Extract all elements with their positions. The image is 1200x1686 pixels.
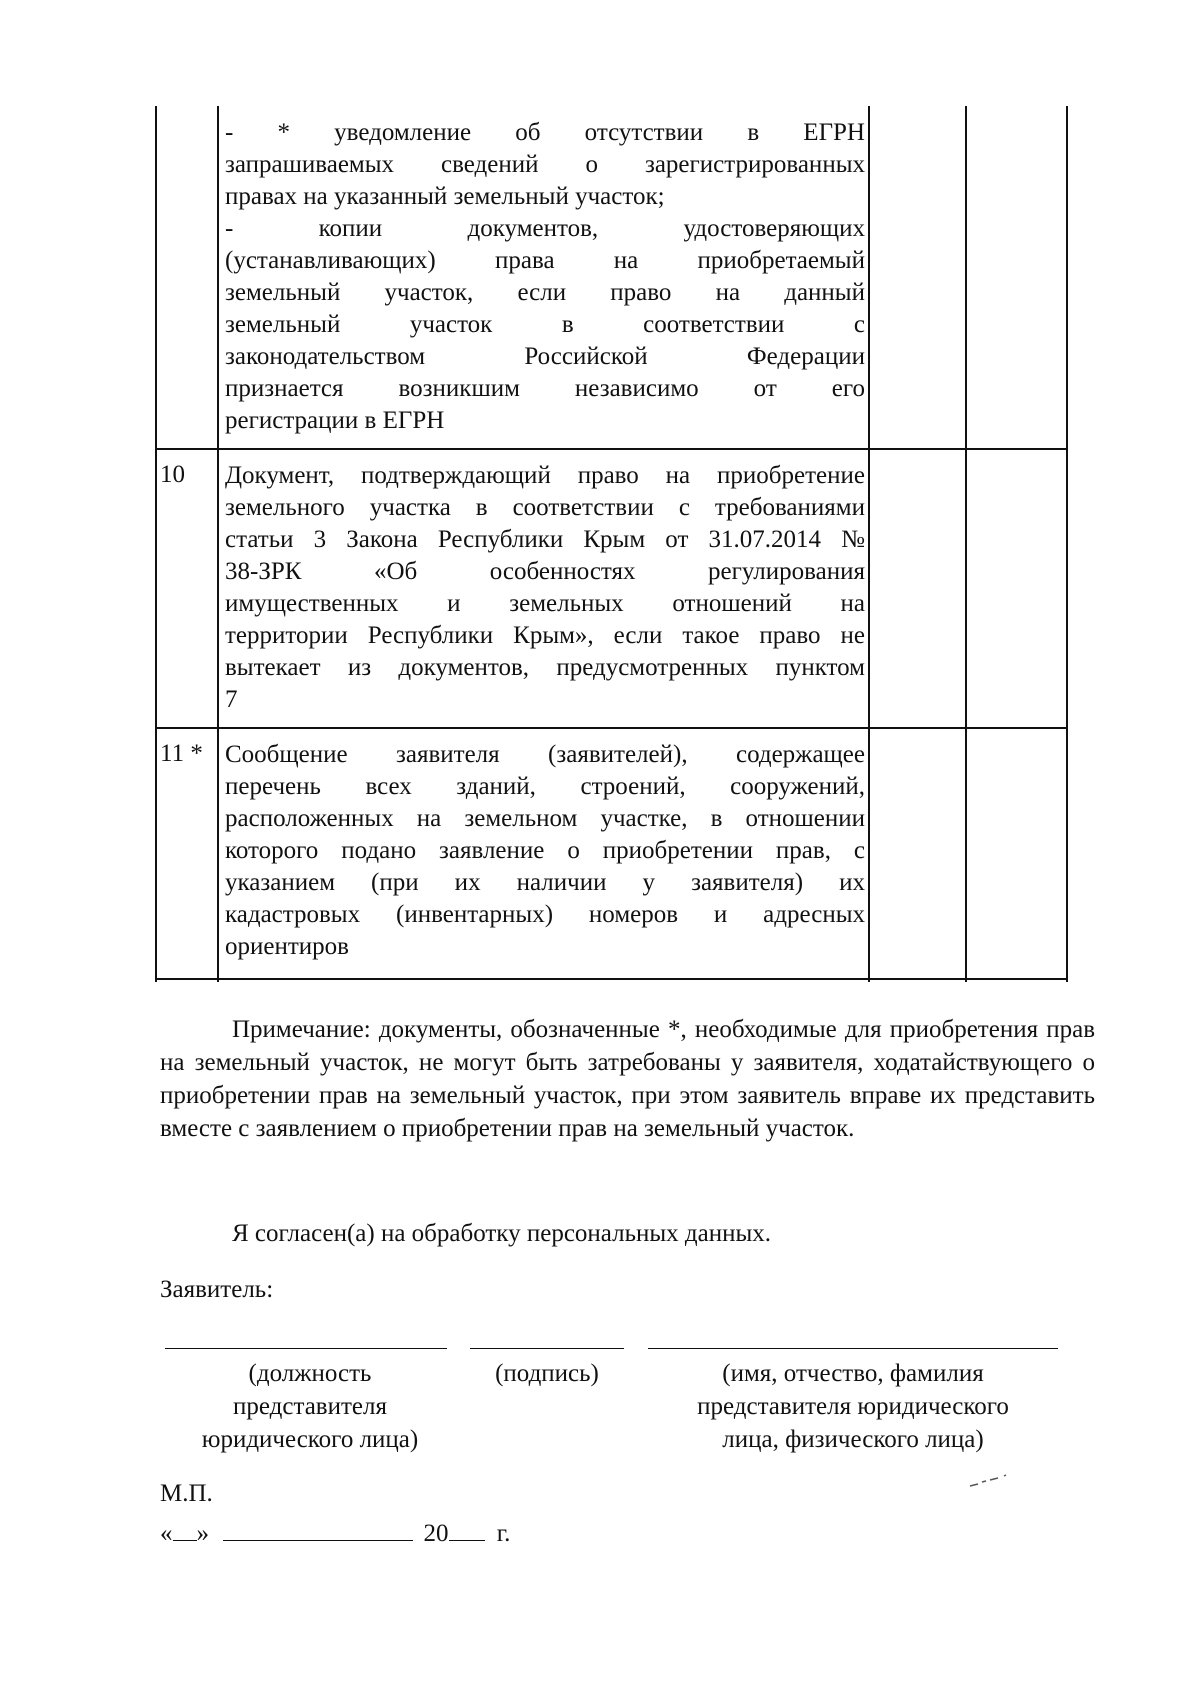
text-line: законодательством Российской Федерации — [225, 343, 865, 370]
year-prefix: 20 — [423, 1520, 449, 1547]
table-border-text-col — [868, 106, 870, 982]
caption-line: представителя — [233, 1393, 387, 1420]
row-10-text — [225, 460, 865, 716]
text-line: - копии документов, удостоверяющих — [225, 215, 865, 242]
text-line: регистрации в ЕГРН — [225, 407, 445, 434]
text-line: перечень всех зданий, строений, сооружений, — [225, 773, 865, 800]
text-line: которого подано заявление о приобретении прав, с — [225, 837, 865, 864]
table-row-divider-2 — [155, 727, 1068, 729]
text-line: Сообщение заявителя (заявителей), содержащее — [225, 741, 865, 768]
text-line: правах на указанный земельный участок; — [225, 183, 665, 210]
row-11-text — [225, 739, 865, 963]
note-paragraph — [160, 1013, 1095, 1145]
text-line: Документ, подтверждающий право на приобретение — [225, 462, 865, 489]
table-border-col3 — [965, 106, 967, 982]
text-line: земельного участка в соответствии с требованиями — [225, 494, 865, 521]
position-signature-line[interactable] — [165, 1348, 447, 1349]
text-line: - * уведомление об отсутствии в ЕГРН — [225, 119, 865, 146]
scan-mark-icon — [968, 1470, 1028, 1490]
row-number: 10 — [160, 461, 185, 488]
year-field[interactable] — [449, 1514, 485, 1541]
text-line: земельный участок в соответствии с — [225, 311, 865, 338]
text-line: (устанавливающих) права на приобретаемый — [225, 247, 865, 274]
stamp-label: М.П. — [160, 1480, 213, 1507]
continuation-cell-text — [225, 117, 865, 437]
applicant-label: Заявитель: — [160, 1276, 274, 1303]
table-border-num-col — [217, 106, 219, 982]
caption-line: (имя, отчество, фамилия — [722, 1360, 984, 1387]
table-border-bottom — [155, 978, 1068, 980]
year-suffix: г. — [496, 1520, 511, 1547]
row-number: 11 * — [160, 740, 203, 767]
text-line: указанием (при их наличии у заявителя) их — [225, 869, 865, 896]
caption-line: представителя юридического — [697, 1393, 1009, 1420]
consent-statement: Я согласен(а) на обработку персональных данных. — [232, 1220, 772, 1247]
note-text: Примечание: документы, обозначенные *, необходимые для приобретения прав на земельный участок, не могут быть затребованы у заявителя, ходатайствующего о приобретении прав на земельный участок, при этом заявитель вправе их представить вместе с заявлением о приобретении прав на земельный участок. — [160, 1016, 1095, 1142]
signature-line[interactable] — [470, 1348, 624, 1349]
name-caption — [648, 1357, 1058, 1456]
text-line: вытекает из документов, предусмотренных пунктом — [225, 654, 865, 681]
text-line: земельный участок, если право на данный — [225, 279, 865, 306]
text-line: расположенных на земельном участке, в отношении — [225, 805, 865, 832]
caption-line: (должность — [248, 1360, 372, 1387]
day-field[interactable] — [173, 1514, 197, 1541]
signature-caption — [470, 1357, 624, 1390]
name-signature-line[interactable] — [648, 1348, 1058, 1349]
text-line: запрашиваемых сведений о зарегистрированных — [225, 151, 865, 178]
text-line: 38-ЗРК «Об особенностях регулирования — [225, 558, 865, 585]
caption-line: юридического лица) — [201, 1426, 419, 1453]
table-row-divider-1 — [155, 448, 1068, 450]
text-line: признается возникшим независимо от его — [225, 375, 865, 402]
caption-line: лица, физического лица) — [722, 1426, 984, 1453]
date-line — [160, 1514, 510, 1550]
table-border-left — [155, 106, 157, 982]
caption-line: (подпись) — [495, 1360, 599, 1387]
text-line: 7 — [225, 686, 238, 713]
text-line: территории Республики Крым», если такое право не — [225, 622, 865, 649]
text-line: статьи 3 Закона Республики Крым от 31.07.2014 № — [225, 526, 865, 553]
position-caption — [165, 1357, 455, 1456]
month-field[interactable] — [223, 1514, 413, 1541]
date-open-quote: « — [160, 1520, 173, 1547]
text-line: имущественных и земельных отношений на — [225, 590, 865, 617]
text-line: кадастровых (инвентарных) номеров и адресных — [225, 901, 865, 928]
table-border-right — [1066, 106, 1068, 982]
text-line: ориентиров — [225, 933, 349, 960]
date-close-quote: » — [196, 1520, 209, 1547]
